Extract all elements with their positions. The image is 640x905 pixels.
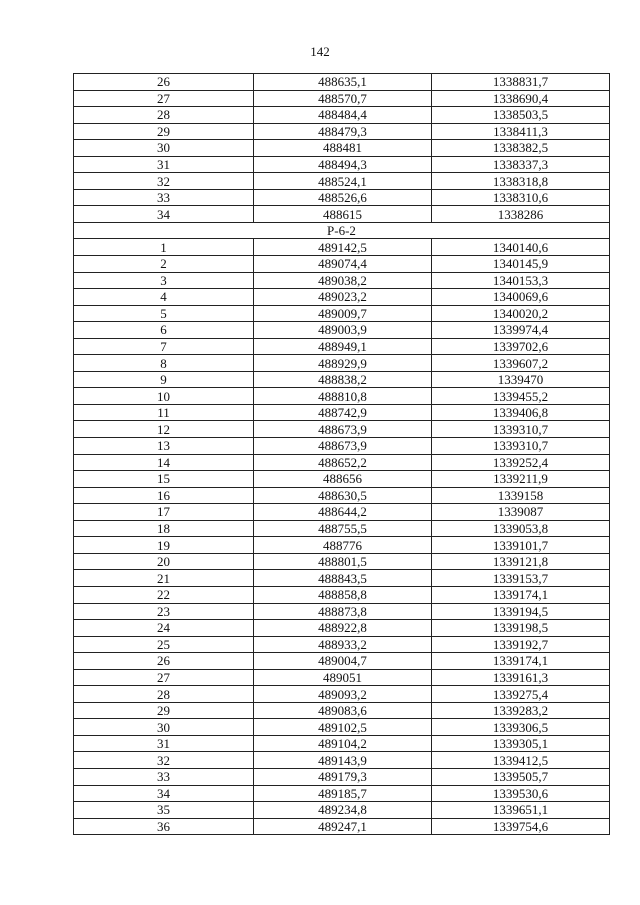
table-row xyxy=(74,719,610,736)
point-number: 20 xyxy=(74,553,254,570)
table-row xyxy=(74,438,610,455)
coordinate-y: 1339455,2 xyxy=(432,388,610,405)
coordinate-x: 489102,5 xyxy=(254,719,432,736)
coordinate-x: 488673,9 xyxy=(254,421,432,438)
table-row xyxy=(74,702,610,719)
point-number: 27 xyxy=(74,669,254,686)
table-row xyxy=(74,636,610,653)
point-number: 5 xyxy=(74,305,254,322)
table-row xyxy=(74,603,610,620)
coordinate-y: 1339153,7 xyxy=(432,570,610,587)
coordinate-y: 1339412,5 xyxy=(432,752,610,769)
coordinate-x: 488479,3 xyxy=(254,123,432,140)
point-number: 12 xyxy=(74,421,254,438)
coordinate-y: 1339505,7 xyxy=(432,768,610,785)
section-header-row xyxy=(74,222,610,239)
coordinate-x: 489104,2 xyxy=(254,735,432,752)
coordinate-x: 489051 xyxy=(254,669,432,686)
coordinate-y: 1339310,7 xyxy=(432,421,610,438)
point-number: 26 xyxy=(74,653,254,670)
coordinate-x: 488570,7 xyxy=(254,90,432,107)
coordinate-x: 488635,1 xyxy=(254,74,432,91)
coordinate-x: 488873,8 xyxy=(254,603,432,620)
coordinate-y: 1339161,3 xyxy=(432,669,610,686)
coordinate-x: 489142,5 xyxy=(254,239,432,256)
coordinate-y: 1339754,6 xyxy=(432,818,610,835)
table-row xyxy=(74,653,610,670)
coordinate-x: 489143,9 xyxy=(254,752,432,769)
coordinate-x: 488755,5 xyxy=(254,520,432,537)
point-number: 30 xyxy=(74,719,254,736)
coordinate-y: 1339974,4 xyxy=(432,322,610,339)
coordinate-x: 488615 xyxy=(254,206,432,223)
point-number: 4 xyxy=(74,289,254,306)
table-row xyxy=(74,487,610,504)
coordinate-y: 1338690,4 xyxy=(432,90,610,107)
coordinate-x: 488481 xyxy=(254,140,432,157)
coordinates-table-body xyxy=(74,74,610,835)
coordinate-y: 1338310,6 xyxy=(432,189,610,206)
table-row xyxy=(74,586,610,603)
coordinate-y: 1340153,3 xyxy=(432,272,610,289)
coordinate-x: 489023,2 xyxy=(254,289,432,306)
coordinate-y: 1339174,1 xyxy=(432,586,610,603)
table-row xyxy=(74,74,610,91)
table-row xyxy=(74,140,610,157)
coordinate-y: 1339406,8 xyxy=(432,404,610,421)
section-title: Р-6-2 xyxy=(74,222,610,239)
point-number: 28 xyxy=(74,686,254,703)
point-number: 8 xyxy=(74,355,254,372)
table-row xyxy=(74,355,610,372)
table-row xyxy=(74,371,610,388)
coordinate-x: 488526,6 xyxy=(254,189,432,206)
coordinate-x: 488843,5 xyxy=(254,570,432,587)
coordinate-x: 488922,8 xyxy=(254,620,432,637)
coordinate-y: 1339310,7 xyxy=(432,438,610,455)
table-row xyxy=(74,256,610,273)
coordinate-x: 489093,2 xyxy=(254,686,432,703)
coordinate-x: 488801,5 xyxy=(254,553,432,570)
coordinate-x: 489234,8 xyxy=(254,802,432,819)
coordinate-x: 488484,4 xyxy=(254,107,432,124)
page-number: 142 xyxy=(310,44,330,59)
table-row xyxy=(74,669,610,686)
coordinate-x: 488933,2 xyxy=(254,636,432,653)
table-row xyxy=(74,752,610,769)
coordinate-y: 1339470 xyxy=(432,371,610,388)
point-number: 34 xyxy=(74,785,254,802)
coordinate-y: 1339530,6 xyxy=(432,785,610,802)
table-row xyxy=(74,471,610,488)
coordinate-x: 488949,1 xyxy=(254,338,432,355)
coordinate-y: 1339121,8 xyxy=(432,553,610,570)
point-number: 23 xyxy=(74,603,254,620)
table-row xyxy=(74,504,610,521)
coordinate-y: 1339101,7 xyxy=(432,537,610,554)
point-number: 6 xyxy=(74,322,254,339)
table-row xyxy=(74,305,610,322)
table-row xyxy=(74,123,610,140)
point-number: 9 xyxy=(74,371,254,388)
coordinate-y: 1340140,6 xyxy=(432,239,610,256)
point-number: 21 xyxy=(74,570,254,587)
table-row xyxy=(74,818,610,835)
point-number: 34 xyxy=(74,206,254,223)
coordinate-y: 1339194,5 xyxy=(432,603,610,620)
coordinate-x: 488838,2 xyxy=(254,371,432,388)
table-row xyxy=(74,570,610,587)
coordinate-y: 1338382,5 xyxy=(432,140,610,157)
point-number: 28 xyxy=(74,107,254,124)
table-row xyxy=(74,156,610,173)
coordinate-y: 1340145,9 xyxy=(432,256,610,273)
table-row xyxy=(74,322,610,339)
coordinate-x: 489038,2 xyxy=(254,272,432,289)
point-number: 36 xyxy=(74,818,254,835)
point-number: 16 xyxy=(74,487,254,504)
point-number: 10 xyxy=(74,388,254,405)
table-row xyxy=(74,802,610,819)
coordinate-y: 1340020,2 xyxy=(432,305,610,322)
point-number: 33 xyxy=(74,189,254,206)
coordinate-y: 1339607,2 xyxy=(432,355,610,372)
coordinate-y: 1339275,4 xyxy=(432,686,610,703)
coordinate-x: 488652,2 xyxy=(254,454,432,471)
table-row xyxy=(74,454,610,471)
table-row xyxy=(74,239,610,256)
point-number: 19 xyxy=(74,537,254,554)
coordinate-x: 489179,3 xyxy=(254,768,432,785)
table-row xyxy=(74,107,610,124)
coordinate-x: 489185,7 xyxy=(254,785,432,802)
table-row xyxy=(74,272,610,289)
table-row xyxy=(74,189,610,206)
table-row xyxy=(74,289,610,306)
point-number: 15 xyxy=(74,471,254,488)
point-number: 26 xyxy=(74,74,254,91)
coordinate-x: 489074,4 xyxy=(254,256,432,273)
coordinate-y: 1338411,3 xyxy=(432,123,610,140)
coordinate-x: 488644,2 xyxy=(254,504,432,521)
table-row xyxy=(74,206,610,223)
point-number: 35 xyxy=(74,802,254,819)
point-number: 29 xyxy=(74,702,254,719)
coordinates-table xyxy=(73,73,610,835)
coordinate-y: 1339053,8 xyxy=(432,520,610,537)
coordinate-y: 1339306,5 xyxy=(432,719,610,736)
coordinate-x: 489009,7 xyxy=(254,305,432,322)
coordinate-y: 1338286 xyxy=(432,206,610,223)
table-row xyxy=(74,537,610,554)
coordinate-y: 1339211,9 xyxy=(432,471,610,488)
point-number: 2 xyxy=(74,256,254,273)
coordinate-x: 489004,7 xyxy=(254,653,432,670)
coordinate-y: 1339174,1 xyxy=(432,653,610,670)
coordinate-y: 1339305,1 xyxy=(432,735,610,752)
point-number: 27 xyxy=(74,90,254,107)
point-number: 32 xyxy=(74,173,254,190)
coordinate-x: 488494,3 xyxy=(254,156,432,173)
coordinate-y: 1340069,6 xyxy=(432,289,610,306)
point-number: 30 xyxy=(74,140,254,157)
coordinate-y: 1339158 xyxy=(432,487,610,504)
coordinate-y: 1339702,6 xyxy=(432,338,610,355)
coordinate-x: 488858,8 xyxy=(254,586,432,603)
coordinate-y: 1339198,5 xyxy=(432,620,610,637)
table-row xyxy=(74,768,610,785)
point-number: 14 xyxy=(74,454,254,471)
point-number: 29 xyxy=(74,123,254,140)
point-number: 22 xyxy=(74,586,254,603)
point-number: 32 xyxy=(74,752,254,769)
coordinate-y: 1338318,8 xyxy=(432,173,610,190)
coordinate-y: 1339087 xyxy=(432,504,610,521)
point-number: 25 xyxy=(74,636,254,653)
coordinate-x: 488929,9 xyxy=(254,355,432,372)
coordinate-x: 489247,1 xyxy=(254,818,432,835)
table-row xyxy=(74,388,610,405)
point-number: 7 xyxy=(74,338,254,355)
coordinate-x: 488524,1 xyxy=(254,173,432,190)
coordinate-y: 1339283,2 xyxy=(432,702,610,719)
coordinate-y: 1338337,3 xyxy=(432,156,610,173)
table-row xyxy=(74,338,610,355)
point-number: 31 xyxy=(74,735,254,752)
coordinate-x: 488656 xyxy=(254,471,432,488)
point-number: 24 xyxy=(74,620,254,637)
point-number: 1 xyxy=(74,239,254,256)
table-row xyxy=(74,90,610,107)
point-number: 13 xyxy=(74,438,254,455)
table-row xyxy=(74,686,610,703)
table-row xyxy=(74,520,610,537)
table-row xyxy=(74,735,610,752)
coordinate-x: 488810,8 xyxy=(254,388,432,405)
coordinate-x: 488776 xyxy=(254,537,432,554)
point-number: 18 xyxy=(74,520,254,537)
coordinate-y: 1339192,7 xyxy=(432,636,610,653)
table-row xyxy=(74,421,610,438)
table-row xyxy=(74,785,610,802)
coordinate-y: 1339651,1 xyxy=(432,802,610,819)
point-number: 31 xyxy=(74,156,254,173)
table-row xyxy=(74,553,610,570)
coordinate-y: 1338831,7 xyxy=(432,74,610,91)
table-row xyxy=(74,404,610,421)
coordinate-y: 1339252,4 xyxy=(432,454,610,471)
point-number: 33 xyxy=(74,768,254,785)
coordinate-x: 488742,9 xyxy=(254,404,432,421)
point-number: 17 xyxy=(74,504,254,521)
point-number: 3 xyxy=(74,272,254,289)
coordinate-x: 489003,9 xyxy=(254,322,432,339)
point-number: 11 xyxy=(74,404,254,421)
table-row xyxy=(74,173,610,190)
coordinate-x: 488630,5 xyxy=(254,487,432,504)
table-row xyxy=(74,620,610,637)
coordinate-x: 488673,9 xyxy=(254,438,432,455)
coordinate-y: 1338503,5 xyxy=(432,107,610,124)
coordinate-x: 489083,6 xyxy=(254,702,432,719)
